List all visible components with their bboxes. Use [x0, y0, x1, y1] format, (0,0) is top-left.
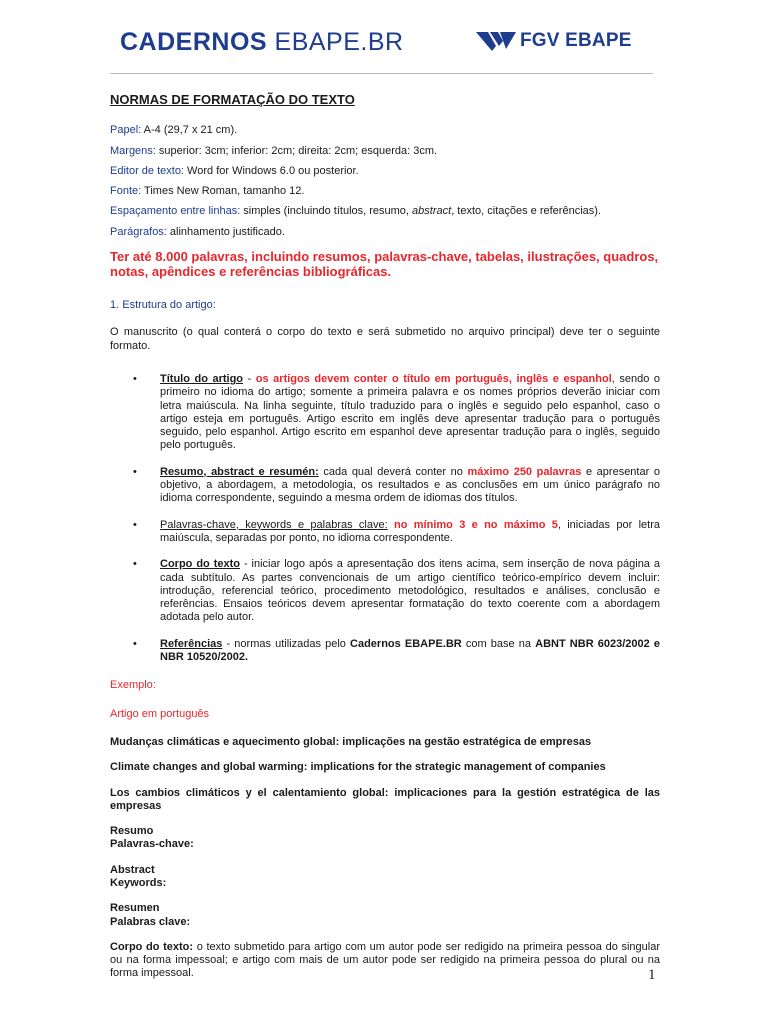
page-header: [0, 0, 770, 80]
list-item: • Resumo, abstract e resumén: cada qual deverá conter no máximo 250 palavras e apresentar o objetivo, a abordagem, a metodologia, os resultados e as conclusões em um único parágrafo no idioma correspondente, seguindo a mesma ordem de idiomas dos títulos.: [133, 465, 660, 505]
example-label: Exemplo:: [110, 679, 156, 692]
example-title-pt: Mudanças climáticas e aquecimento global: implicações na gestão estratégica de empresas: [110, 735, 592, 748]
list-item: • Título do artigo - os artigos devem conter o título em português, inglês e espanhol, sendo o primeiro no idioma do artigo; somente a primeira palavra e os nomes próprios deverão iniciar com letra maiúscula. Na linha seguinte, título traduzido para o inglês e seguido pelo espanhol, caso o artigo esteja em português. Artigo escrito em inglês deve apresentar tradução para o português seguido, pelo espanhol. Artigo escrito em espanhol deve apresentar tradução para o inglês, seguido pelo português.: [133, 372, 661, 452]
bullet: •: [133, 518, 137, 531]
structure-list: [110, 373, 660, 664]
intro-paragraph: O manuscrito (o qual conterá o corpo do texto e será submetido no arquivo principal) deve ter o seguinte formato.: [110, 326, 660, 352]
word-limit-warning: Ter até 8.000 palavras, incluindo resumos, palavras-chave, tabelas, ilustrações, quadros, notas, apêndices e referências bibliográficas.: [110, 249, 659, 280]
spec-paper: Papel: A-4 (29,7 x 21 cm).: [110, 124, 238, 137]
bullet: •: [133, 465, 137, 478]
cadernos-ebape-logo: CADERNOS EBAPE.BR: [120, 28, 404, 56]
list-item: • Palavras-chave, keywords e palabras clave: no mínimo 3 e no máximo 5, iniciadas por letra maiúscula, separadas por ponto, no idioma correspondente.: [133, 518, 660, 544]
example-block-es: Resumen Palabras clave:: [110, 902, 191, 928]
fgv-ebape-logo: FGV EBAPE: [476, 30, 632, 52]
bullet: •: [133, 372, 137, 385]
bullet: •: [133, 637, 137, 650]
example-block-pt: Resumo Palavras-chave:: [110, 825, 194, 851]
list-item: • Referências - normas utilizadas pelo Cadernos EBAPE.BR com base na ABNT NBR 6023/2002 e NBR 10520/2002.: [133, 637, 661, 664]
fgv-chevron-icon: [476, 30, 516, 52]
section-heading: 1. Estrutura do artigo:: [110, 299, 216, 312]
bullet: •: [133, 558, 137, 571]
spec-margins: Margens: superior: 3cm; inferior: 2cm; direita: 2cm; esquerda: 3cm.: [110, 144, 438, 157]
page-title: NORMAS DE FORMATAÇÃO DO TEXTO: [110, 92, 355, 107]
example-title-es: Los cambios climáticos y el calentamiento global: implicaciones para la gestión estratégica de las empresas: [110, 786, 660, 812]
list-item: • Corpo do texto - iniciar logo após a apresentação dos itens acima, sem inserção de nova página a cada subtítulo. As partes convencionais de um artigo científico teórico-empírico devem incluir: introdução, referencial teórico, procedimento metodológico, resultados e análises, conclusão e referências. Ensaios teóricos devem apresentar formatação do texto coerente com a abordagem adotada pelo autor.: [133, 558, 660, 624]
page-number: 1: [648, 967, 656, 983]
example-language: Artigo em português: [110, 707, 210, 720]
body-text-paragraph: Corpo do texto: o texto submetido para artigo com um autor pode ser redigido na primeira pessoa do singular ou na forma impessoal; e artigo com mais de um autor pode ser redigido na primeira pessoa do plural ou na forma impessoal.: [110, 940, 660, 980]
spec-font: Fonte: Times New Roman, tamanho 12.: [110, 185, 305, 198]
document-body: [110, 93, 660, 981]
example-block-en: Abstract Keywords:: [110, 863, 167, 889]
spec-paragraphs: Parágrafos: alinhamento justificado.: [110, 225, 285, 238]
spec-editor: Editor de texto: Word for Windows 6.0 ou posterior.: [110, 164, 359, 177]
spec-line-spacing: Espaçamento entre linhas: simples (incluindo títulos, resumo, abstract, texto, citações e referências).: [110, 205, 601, 218]
example-title-en: Climate changes and global warming: implications for the strategic management of companies: [110, 761, 606, 774]
header-divider: [110, 73, 653, 74]
